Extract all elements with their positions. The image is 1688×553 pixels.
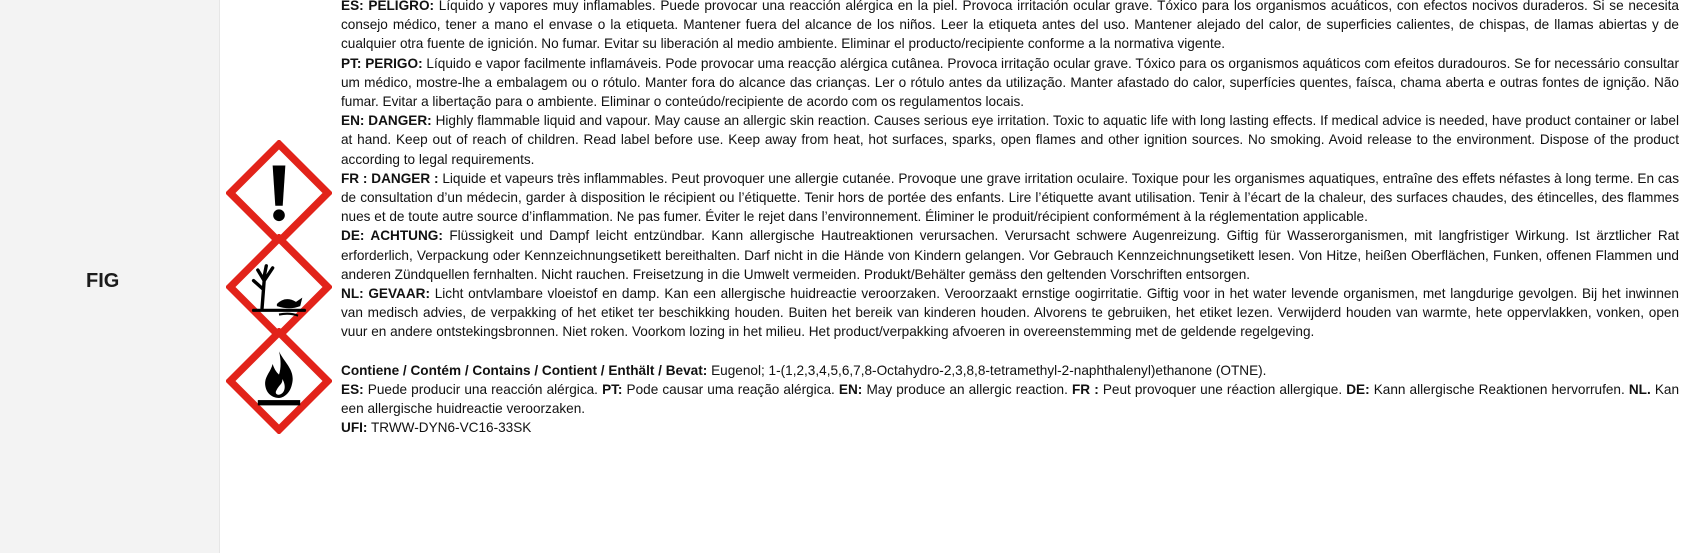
allergy-text: Kann allergische Reaktionen hervorrufen. xyxy=(1373,381,1625,397)
hazard-statement: Líquido e vapor facilmente inflamáveis. Pode provocar uma reacção alérgica cutânea. Provoca irritação ocular grave. Tóxico para os organismos aquáticos com efeitos duradouros. Se for necessário consultar um médico, mostre-lhe a embalagem ou o rótulo. Manter fora do alcance das crianças. Ler o rótulo antes da utilização. Manter afastado do calor, superfícies quentes, faísca, chama aberta e outras fontes de ignição. Não fumar. Evitar a libertação para o ambiente. Eliminar o conteúdo/recipiente de acordo com os regulamentos locais. xyxy=(341,55,1679,110)
allergy-label: FR : xyxy=(1072,381,1099,397)
allergy-text: Pode causar uma reação alérgica. xyxy=(626,381,835,397)
hazard-fr xyxy=(341,169,1679,227)
hazard-statement: Liquide et vapeurs très inflammables. Peut provoquer une allergie cutanée. Provoque une grave irritation oculaire. Toxique pour les organismes aquatiques, entraîne des effets néfastes à long terme. En cas de consultation d’un médecin, garder à disposition le récipient ou l’étiquette. Tenir hors de portée des enfants. Lire l’étiquette avant utilisation. Tenir à l’écart de la chaleur, des surfaces chaudes, des étincelles, des flammes nues et de toute autre source d’inflammation. Ne pas fumer. Éviter le rejet dans l’environnement. Éliminer le produit/récipient conformément à la réglementation applicable. xyxy=(341,170,1679,225)
allergy-label: PT: xyxy=(602,381,623,397)
hazard-de xyxy=(341,226,1679,284)
hazard-label: ES: PELIGRO: xyxy=(341,0,435,13)
allergy-line xyxy=(341,380,1679,418)
hazard-statement: Licht ontvlambare vloeistof en damp. Kan een allergische huidreactie veroorzaken. Veroorzaakt ernstige oogirritatie. Giftig voor in het water levende organismen, met langdurige gevolgen. Bij het inwinnen van medisch advies, de verpakking of het etiket ter beschikking houden. Buiten het bereik van kinderen houden. Alvorens te gebruiken, het etiket lezen. Verwijderd houden van warmte, hete oppervlakken, vonken, open vuur en andere ontstekingsbronnen. Niet roken. Voorkom lozing in het milieu. Het product/verpakking afvoeren in overeenstemming met de geldende regelgeving. xyxy=(341,286,1679,340)
hazard-label: DE: ACHTUNG: xyxy=(341,228,443,244)
allergy-label: ES: xyxy=(341,381,364,397)
hazard-nl xyxy=(341,284,1679,342)
ufi-code: TRWW-DYN6-VC16-33SK xyxy=(370,420,532,436)
allergy-label: NL. xyxy=(1628,381,1651,397)
figure-margin xyxy=(0,0,220,553)
hazard-label: PT: PERIGO: xyxy=(341,55,423,71)
allergy-text: Puede producir una reacción alérgica. xyxy=(367,381,598,397)
contains-label: Contiene / Contém / Contains / Contient / Enthält / Bevat: xyxy=(341,362,708,378)
hazard-pictograms xyxy=(226,140,332,430)
hazard-statement: Highly flammable liquid and vapour. May cause an allergic skin reaction. Causes serious eye irritation. Toxic to aquatic life with long lasting effects. If medical advice is needed, have product container or label at hand. Keep out of reach of children. Read label before use. Keep away from heat, hot surfaces, sparks, open flames and other ignition sources. No smoking. Avoid release to the environment. Dispose of the product according to legal requirements. xyxy=(341,113,1679,167)
fig-label: FIG xyxy=(86,270,120,292)
hazard-statement: Líquido y vapores muy inflamables. Puede provocar una reacción alérgica en la piel. Provoca irritación ocular grave. Tóxico para los organismos acuáticos, con efectos nocivos duraderos. Si se necesita consejo médico, tener a mano el envase o la etiqueta. Mantener fuera del alcance de los niños. Leer la etiqueta antes del uso. Mantener alejado del calor, de superficies calientes, de chispas, de llamas abiertas y de cualquier otra fuente de ignición. No fumar. Evitar su liberación al medio ambiente. Eliminar el producto/recipiente conforme a la normativa vigente. xyxy=(341,0,1679,52)
allergy-label: DE: xyxy=(1346,381,1370,397)
allergy-text: Peut provoquer une réaction allergique. xyxy=(1102,381,1343,397)
hazard-statement: Flüssigkeit und Dampf leicht entzündbar. Kann allergische Hautreaktionen verursachen. Verursacht schwere Augenreizung. Giftig für Wasserorganismen, mit langfristiger Wirkung. Ist ärztlicher Rat erforderlich, Verpackung oder Kennzeichnungsetikett bereithalten. Darf nicht in die Hände von Kindern gelangen. Vor Gebrauch Kennzeichnungsetikett lesen. Von Hitze, heißen Oberflächen, Funken, offenen Flammen und anderen Zündquellen fernhalten. Nicht rauchen. Freisetzung in die Umwelt vermeiden. Produkt/Behälter gemäss den geltenden Vorschriften entsorgen. xyxy=(341,228,1680,282)
environment-icon xyxy=(226,234,332,340)
hazard-label: FR : DANGER : xyxy=(341,170,439,186)
allergy-text: May produce an allergic reaction. xyxy=(866,381,1068,397)
allergy-label: EN: xyxy=(838,381,863,397)
hazard-label: EN: DANGER: xyxy=(341,113,432,129)
contains-text: Eugenol; 1-(1,2,3,4,5,6,7,8-Octahydro-2,3,8,8-tetramethyl-2-naphthalenyl)ethanone (OTNE). xyxy=(711,362,1267,378)
hazard-es xyxy=(341,0,1679,54)
hazard-text xyxy=(341,0,1679,437)
exclamation-icon xyxy=(226,140,332,246)
hazard-pt xyxy=(341,54,1679,112)
ufi-label: UFI: xyxy=(341,420,368,436)
hazard-en xyxy=(341,111,1679,169)
flame-icon xyxy=(226,328,332,434)
ufi-line xyxy=(341,418,1679,437)
hazard-label: NL: GEVAAR: xyxy=(341,286,430,302)
allergy-text: Kan een allergische huidreactie veroorzaken. xyxy=(341,381,1680,417)
contains-line xyxy=(341,361,1679,380)
spacer xyxy=(341,342,1679,361)
